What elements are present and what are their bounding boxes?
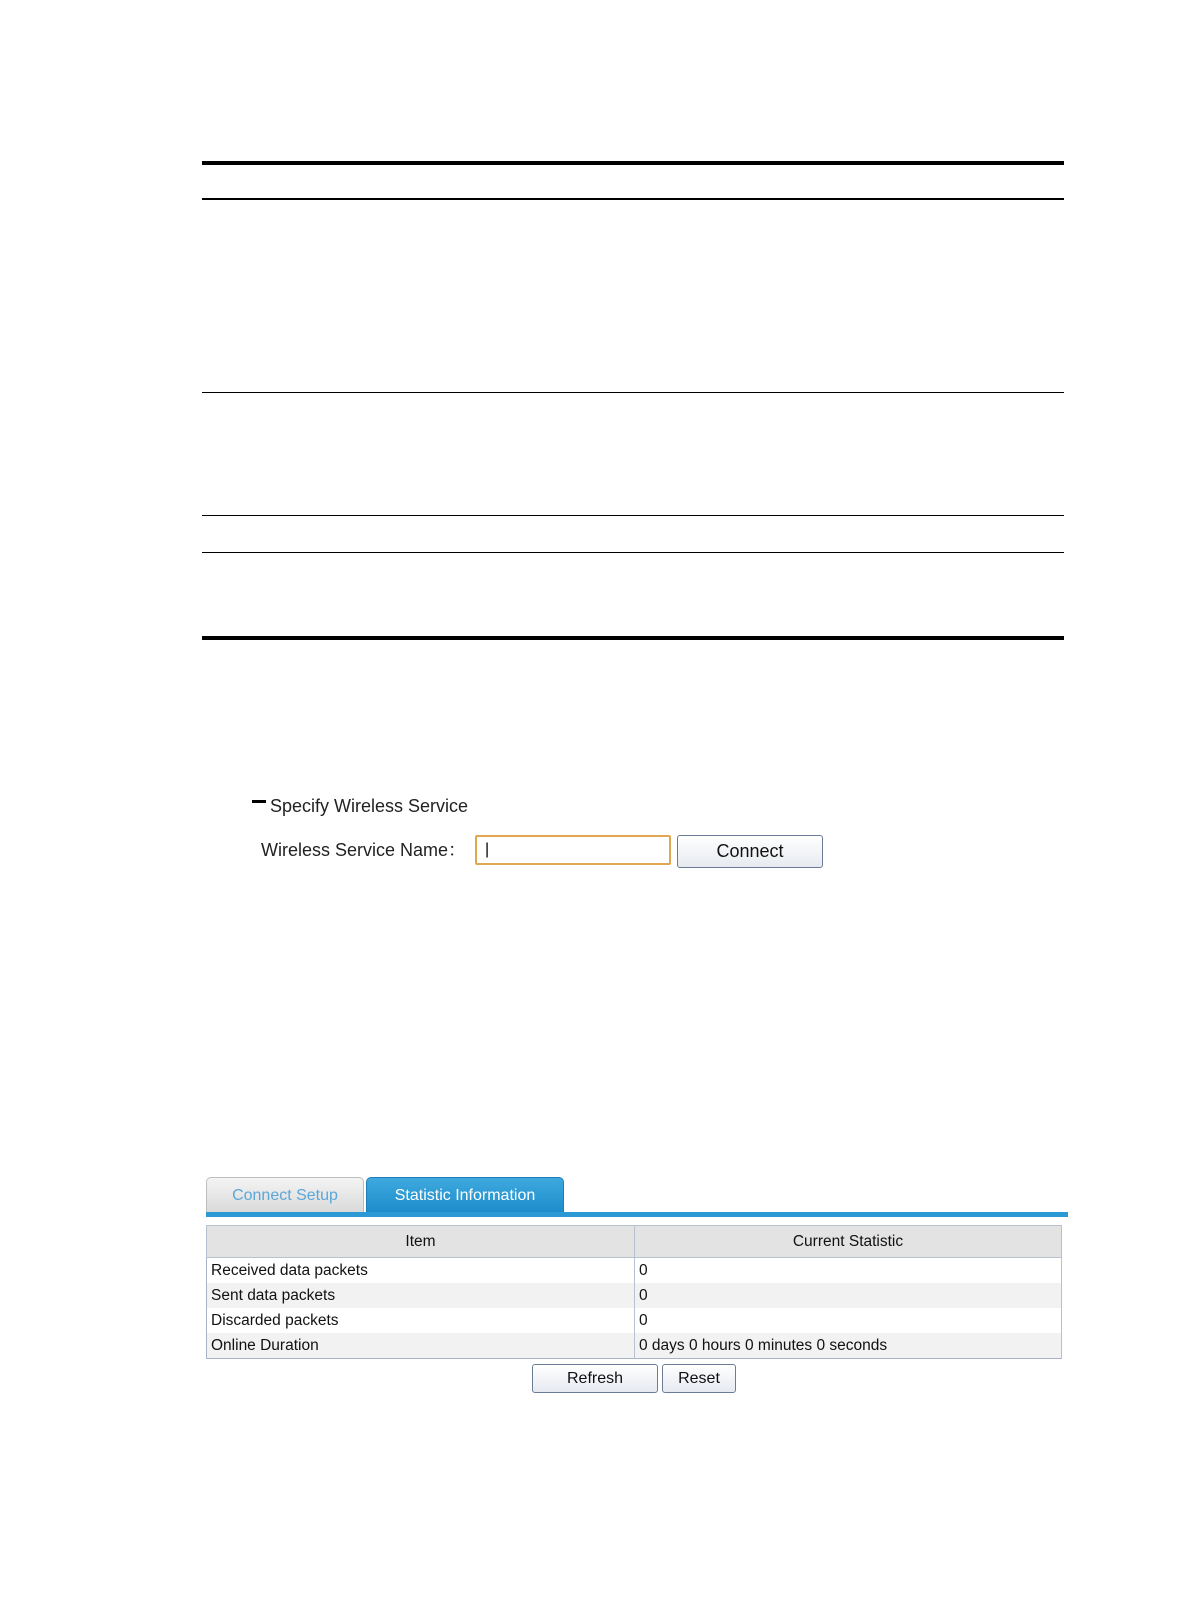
- section-title: Specify Wireless Service: [270, 796, 469, 816]
- row-item: Discarded packets: [207, 1308, 635, 1333]
- row-value: 0: [635, 1283, 1062, 1308]
- table-row: [207, 1308, 1062, 1333]
- refresh-button[interactable]: Refresh: [532, 1364, 658, 1393]
- table-header-row: [207, 1226, 1062, 1258]
- table-bottom-rule: [202, 636, 1064, 640]
- reset-button[interactable]: Reset: [662, 1364, 736, 1393]
- specify-wireless-service-section[interactable]: [252, 796, 468, 817]
- row-value: 0: [635, 1258, 1062, 1284]
- row-value: 0 days 0 hours 0 minutes 0 seconds: [635, 1333, 1062, 1359]
- table-row-rule: [202, 515, 1064, 516]
- row-item: Received data packets: [207, 1258, 635, 1284]
- statistics-table: [206, 1225, 1062, 1359]
- column-header-item: Item: [207, 1226, 635, 1258]
- wireless-service-name-label: Wireless Service Name：: [261, 840, 467, 860]
- table-row: [207, 1333, 1062, 1359]
- table-row: [207, 1258, 1062, 1284]
- row-item: Sent data packets: [207, 1283, 635, 1308]
- connect-button[interactable]: Connect: [677, 835, 823, 868]
- table-row-rule: [202, 392, 1064, 393]
- table-row-rule: [202, 552, 1064, 553]
- column-header-current-statistic: Current Statistic: [635, 1226, 1062, 1258]
- tab-connect-setup[interactable]: Connect Setup: [206, 1177, 364, 1213]
- table-top-rule: [202, 161, 1064, 165]
- row-value: 0: [635, 1308, 1062, 1333]
- table-row: [207, 1283, 1062, 1308]
- table-header-rule: [202, 198, 1064, 200]
- wireless-service-name-input[interactable]: [475, 835, 671, 865]
- tab-bar: [206, 1177, 1066, 1214]
- row-item: Online Duration: [207, 1333, 635, 1359]
- tab-underline: [206, 1212, 1068, 1217]
- collapse-icon[interactable]: [252, 800, 266, 803]
- tab-statistic-information[interactable]: Statistic Information: [366, 1177, 564, 1213]
